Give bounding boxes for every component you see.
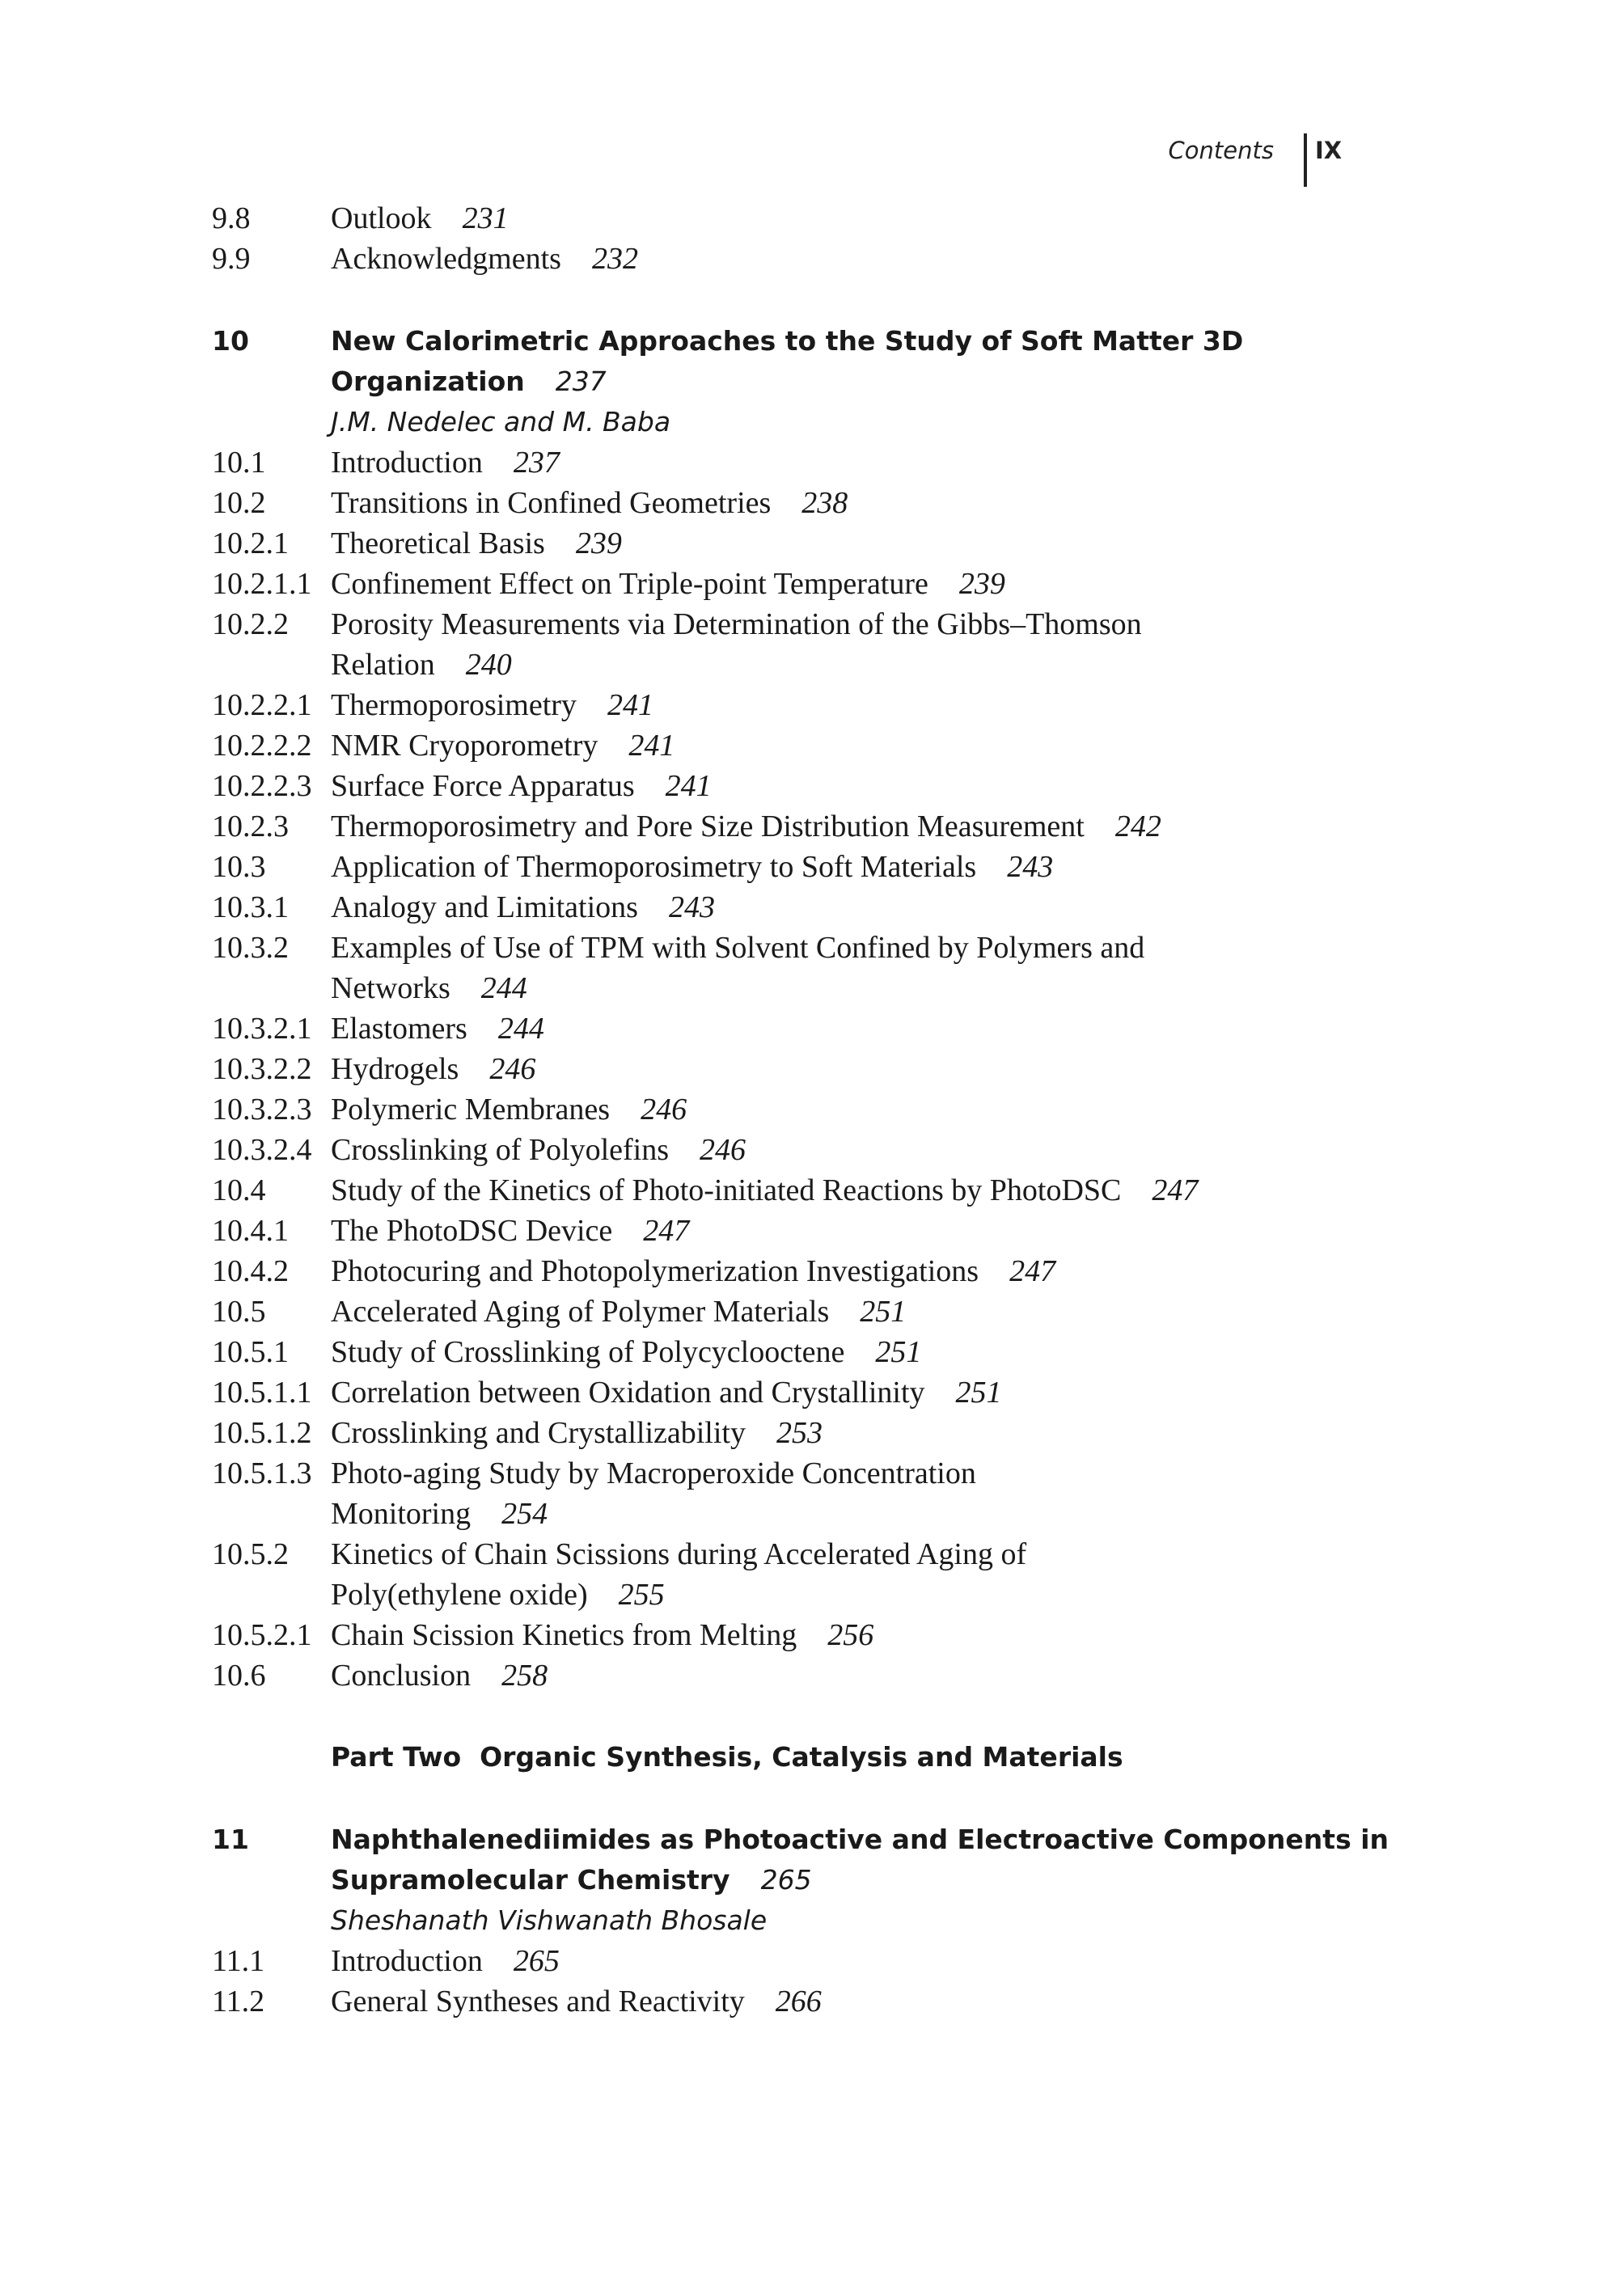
toc-title: Introduction: [331, 1944, 483, 1978]
toc-title: Theoretical Basis: [331, 526, 545, 560]
toc-page: 239: [575, 526, 622, 560]
toc-page: 265: [513, 1944, 560, 1978]
toc-number: 10.3.2.4: [212, 1133, 312, 1167]
toc-page: 240: [465, 648, 512, 682]
toc-number: 10.4.2: [212, 1254, 289, 1288]
toc-number: 10.2.2.1: [212, 688, 312, 722]
toc-number: 10.3: [212, 850, 266, 884]
toc-page: 231: [462, 201, 509, 235]
toc-page: 239: [958, 567, 1005, 601]
toc-title: Chain Scission Kinetics from Melting: [331, 1618, 797, 1652]
toc-title: Surface Force Apparatus: [331, 769, 635, 803]
toc-page: 241: [628, 729, 675, 763]
toc-number: 10.2.1.1: [212, 567, 312, 601]
toc-title: Introduction: [331, 446, 483, 480]
chapter-number: 11: [212, 1824, 249, 1855]
toc-title: Elastomers: [331, 1012, 467, 1046]
toc-page: 243: [668, 890, 715, 924]
toc-title: Transitions in Confined Geometries: [331, 486, 772, 520]
toc-title: NMR Cryoporometry: [331, 729, 598, 763]
toc-page: 244: [480, 971, 527, 1005]
toc-page: 246: [489, 1052, 536, 1086]
toc-title: Examples of Use of TPM with Solvent Confined by Polymers and: [331, 931, 1145, 965]
toc-number: 11.2: [212, 1985, 265, 2018]
toc-number: 10.3.2.1: [212, 1012, 312, 1046]
toc-title: Conclusion: [331, 1659, 472, 1693]
toc-number: 10.2.2.3: [212, 769, 312, 803]
toc-title: Photocuring and Photopolymerization Investigations: [331, 1254, 979, 1288]
toc-title: Hydrogels: [331, 1052, 459, 1086]
toc-page: 251: [955, 1376, 1002, 1410]
toc-page: 241: [665, 769, 712, 803]
toc-title: Porosity Measurements via Determination of the Gibbs–Thomson: [331, 607, 1142, 641]
toc-number: 10.2: [212, 486, 266, 520]
toc-number: 10.5.2: [212, 1537, 289, 1571]
toc-page: 247: [643, 1214, 690, 1248]
page-number: IX: [1315, 137, 1343, 164]
toc-number: 10.2.3: [212, 809, 289, 843]
running-header-label: Contents: [1168, 137, 1274, 164]
toc-title: Polymeric Membranes: [331, 1093, 611, 1126]
toc-page: 266: [775, 1985, 822, 2018]
toc-page: 255: [618, 1578, 665, 1612]
toc-title: Relation: [331, 648, 435, 682]
chapter-title: Supramolecular Chemistry: [331, 1864, 730, 1896]
toc-page: 246: [700, 1133, 746, 1167]
toc-title: Acknowledgments: [331, 242, 561, 276]
toc-number: 9.8: [212, 201, 251, 235]
toc-page: 241: [607, 688, 653, 722]
toc-number: 10.3.2: [212, 931, 289, 965]
toc-number: 11.1: [212, 1944, 265, 1978]
toc-number: 10.4.1: [212, 1214, 289, 1248]
chapter-number: 10: [212, 325, 249, 357]
toc-page: 265: [760, 1864, 812, 1896]
toc-number: 10.2.2: [212, 607, 289, 641]
toc-number: 10.5.2.1: [212, 1618, 312, 1652]
toc-page: 247: [1152, 1173, 1199, 1207]
toc-title: Analogy and Limitations: [331, 890, 638, 924]
toc-page: 254: [501, 1497, 548, 1531]
toc-title: Study of the Kinetics of Photo-initiated Reactions by PhotoDSC: [331, 1173, 1122, 1207]
toc-title: Poly(ethylene oxide): [331, 1578, 588, 1612]
toc-page: 243: [1007, 850, 1054, 884]
toc-number: 10.5.1.1: [212, 1376, 312, 1410]
toc-page: 251: [875, 1335, 922, 1369]
chapter-title: Naphthalenediimides as Photoactive and Electroactive Components in: [331, 1824, 1389, 1855]
toc-title: Application of Thermoporosimetry to Soft Materials: [331, 850, 977, 884]
toc-title: Thermoporosimetry and Pore Size Distribution Measurement: [331, 809, 1085, 843]
chapter-title: Organization: [331, 366, 525, 397]
toc-title: Accelerated Aging of Polymer Materials: [331, 1295, 830, 1329]
chapter-title: New Calorimetric Approaches to the Study of Soft Matter 3D: [331, 325, 1244, 357]
toc-page: 237: [513, 446, 560, 480]
toc-number: 10.3.1: [212, 890, 289, 924]
toc-page: 258: [501, 1659, 548, 1693]
running-header: [1116, 133, 1343, 190]
header-divider: [1304, 133, 1307, 187]
toc-title: The PhotoDSC Device: [331, 1214, 613, 1248]
toc-page: 253: [776, 1416, 823, 1450]
toc-title: Networks: [331, 971, 450, 1005]
toc-number: 10.3.2.2: [212, 1052, 312, 1086]
toc-page: 232: [591, 242, 638, 276]
toc-title: Crosslinking of Polyolefins: [331, 1133, 670, 1167]
toc-page: 238: [801, 486, 848, 520]
toc-page: 251: [860, 1295, 907, 1329]
toc-page: 244: [497, 1012, 544, 1046]
toc-number: 10.5: [212, 1295, 266, 1329]
toc-number: 10.5.1.3: [212, 1456, 312, 1490]
toc-number: 10.2.1: [212, 526, 289, 560]
toc-number: 10.5.1: [212, 1335, 289, 1369]
toc-title: Photo-aging Study by Macroperoxide Concentration: [331, 1456, 976, 1490]
toc-title: Thermoporosimetry: [331, 688, 577, 722]
toc-page: 256: [827, 1618, 874, 1652]
toc-title: Crosslinking and Crystallizability: [331, 1416, 746, 1450]
toc-page: 246: [641, 1093, 687, 1126]
toc-title: Kinetics of Chain Scissions during Accelerated Aging of: [331, 1537, 1027, 1571]
author-names: Sheshanath Vishwanath Bhosale: [331, 1904, 768, 1936]
toc-number: 10.2.2.2: [212, 729, 312, 763]
toc-page: 247: [1009, 1254, 1056, 1288]
toc-page: 242: [1114, 809, 1161, 843]
toc-number: 9.9: [212, 242, 251, 276]
toc-title: Outlook: [331, 201, 432, 235]
toc-number: 10.6: [212, 1659, 266, 1693]
toc-number: 10.1: [212, 446, 266, 480]
toc-title: Monitoring: [331, 1497, 472, 1531]
toc-number: 10.3.2.3: [212, 1093, 312, 1126]
toc-title: Correlation between Oxidation and Crystallinity: [331, 1376, 925, 1410]
toc-title: Confinement Effect on Triple-point Temperature: [331, 567, 928, 601]
toc-number: 10.4: [212, 1173, 266, 1207]
toc-title: General Syntheses and Reactivity: [331, 1985, 745, 2018]
toc-page: 237: [555, 366, 607, 397]
author-names: J.M. Nedelec and M. Baba: [331, 406, 671, 437]
toc-number: 10.5.1.2: [212, 1416, 312, 1450]
toc-title: Study of Crosslinking of Polycyclooctene: [331, 1335, 845, 1369]
part-title: Part Two Organic Synthesis, Catalysis and Materials: [331, 1741, 1123, 1773]
